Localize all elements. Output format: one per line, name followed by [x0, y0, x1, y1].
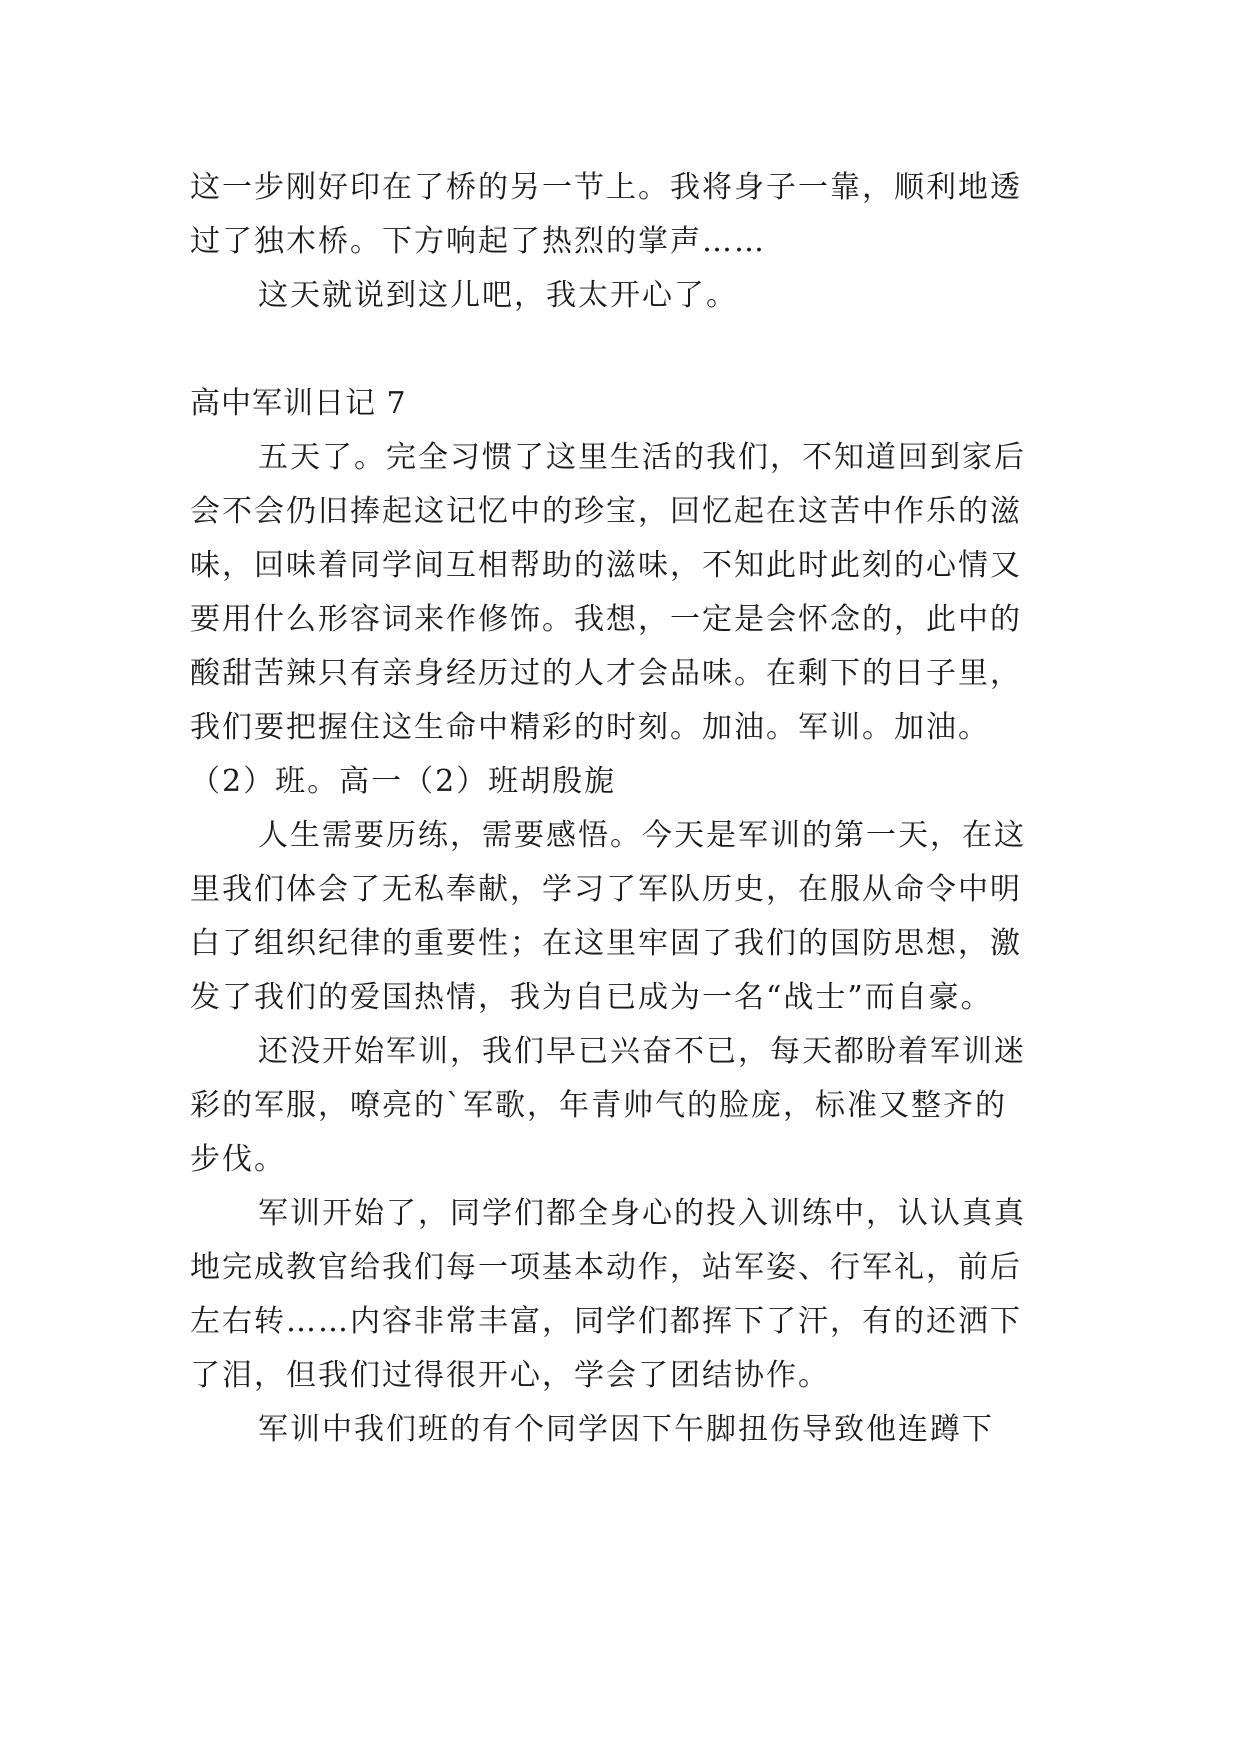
text-line: 了泪，但我们过得很开心，学会了团结协作。: [190, 1358, 830, 1393]
section-heading: 高中军训日记 7: [190, 386, 407, 421]
text-line: 人生需要历练，需要感悟。今天是军训的第一天，在这: [258, 818, 1026, 853]
text-line: 酸甜苦辣只有亲身经历过的人才会品味。在剩下的日子里，: [190, 656, 1022, 691]
text-line: 里我们体会了无私奉献，学习了军队历史，在服从命令中明: [190, 872, 1022, 907]
text-line: 地完成教官给我们每一项基本动作，站军姿、行军礼，前后: [190, 1250, 1022, 1285]
text-line: 要用什么形容词来作修饰。我想，一定是会怀念的，此中的: [190, 602, 1022, 637]
text-line: 军训开始了，同学们都全身心的投入训练中，认认真真: [258, 1196, 1026, 1231]
text-line: 白了组织纪律的重要性；在这里牢固了我们的国防思想，激: [190, 926, 1022, 961]
text-line: 味，回味着同学间互相帮助的滋味，不知此时此刻的心情又: [190, 548, 1022, 583]
text-line: 还没开始军训，我们早已兴奋不已，每天都盼着军训迷: [258, 1034, 1026, 1069]
text-line: （2）班。高一（2）班胡殷旎: [190, 764, 617, 799]
text-line: 步伐。: [190, 1142, 286, 1177]
text-line: 我们要把握住这生命中精彩的时刻。加油。军训。加油。: [190, 710, 990, 745]
text-line: 五天了。完全习惯了这里生活的我们，不知道回到家后: [258, 440, 1026, 475]
text-line: 过了独木桥。下方响起了热烈的掌声……: [190, 224, 766, 259]
text-line: 这天就说到这儿吧，我太开心了。: [258, 278, 738, 313]
text-line: 发了我们的爱国热情，我为自已成为一名“战士”而自豪。: [190, 980, 993, 1015]
text-line: 这一步刚好印在了桥的另一节上。我将身子一靠，顺利地透: [190, 170, 1022, 205]
text-line: 左右转……内容非常丰富，同学们都挥下了汗，有的还洒下: [190, 1304, 1022, 1339]
text-line: 军训中我们班的有个同学因下午脚扭伤导致他连蹲下: [258, 1412, 994, 1447]
text-line: 会不会仍旧捧起这记忆中的珍宝，回忆起在这苦中作乐的滋: [190, 494, 1022, 529]
text-line: 彩的军服，嘹亮的`军歌，年青帅气的脸庞，标准又整齐的: [190, 1088, 1007, 1123]
